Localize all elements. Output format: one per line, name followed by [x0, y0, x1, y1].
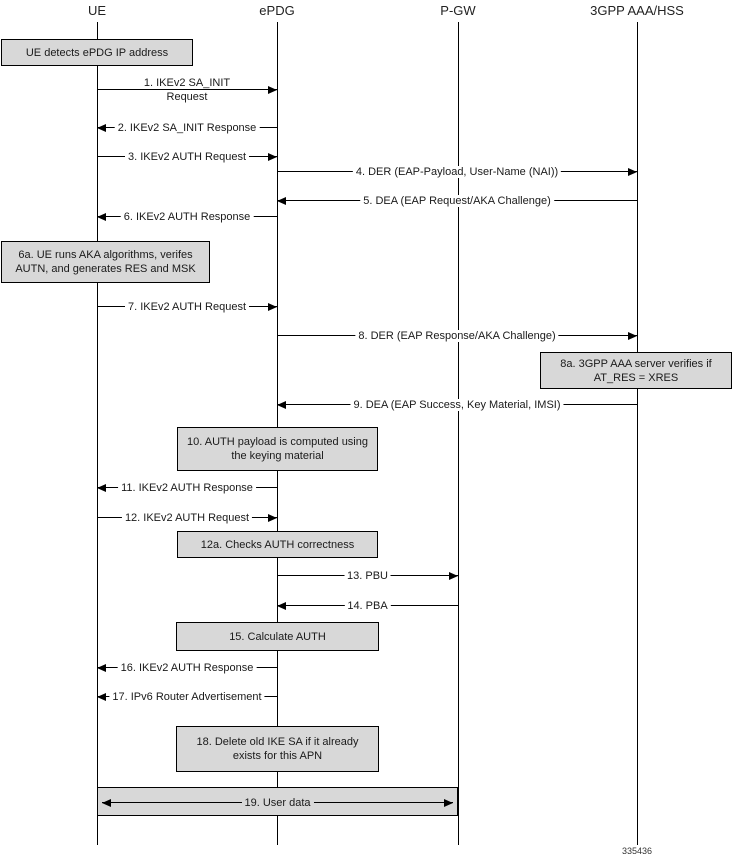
message-label: 16. IKEv2 AUTH Response [118, 662, 257, 674]
message-17-ipv6-router-advertisement [97, 691, 277, 703]
message-9-dea [277, 399, 637, 411]
message-4-der [277, 166, 637, 178]
note-text: 18. Delete old IKE SA if it already exists for this APN [196, 736, 359, 762]
message-12-ikev2-auth-request [97, 512, 277, 524]
message-label: 9. DEA (EAP Success, Key Material, IMSI) [350, 399, 563, 411]
message-14-pba [277, 600, 458, 612]
arrow-right-icon [628, 168, 637, 176]
arrow-right-icon [268, 514, 277, 522]
note-ue-detects-epdg [1, 39, 193, 66]
message-label: 11. IKEv2 AUTH Response [118, 482, 256, 494]
note-text: 12a. Checks AUTH correctness [200, 538, 355, 551]
arrow-left-icon [97, 213, 106, 221]
participant-label-epdg: ePDG [259, 3, 295, 18]
message-19-user-data-band [97, 787, 458, 816]
note-8a-aaa-verifies [540, 352, 732, 389]
arrow-left-icon [277, 401, 286, 409]
message-1-ikev2-sa-init-request [97, 77, 277, 103]
arrow-left-icon [97, 664, 106, 672]
message-label: 2. IKEv2 SA_INIT Response [115, 122, 260, 134]
participant-label-aaa-hss: 3GPP AAA/HSS [590, 3, 684, 18]
note-18-delete-old-ike-sa [176, 726, 379, 772]
message-label: 8. DER (EAP Response/AKA Challenge) [355, 330, 558, 342]
note-6a-ue-runs-aka [1, 241, 210, 283]
note-text: UE detects ePDG IP address [25, 46, 169, 59]
participant-label-ue: UE [87, 3, 107, 18]
message-label: 12. IKEv2 AUTH Request [122, 512, 252, 524]
arrow-right-icon [268, 303, 277, 311]
lifeline-aaa-hss [637, 22, 638, 845]
message-3-ikev2-auth-request [97, 151, 277, 163]
note-text: 8a. 3GPP AAA server verifies if AT_RES = XRES [560, 357, 712, 384]
message-label: 1. IKEv2 SA_INIT Request [143, 77, 231, 103]
message-label: 13. PBU [344, 570, 391, 582]
note-12a-checks-auth [177, 531, 378, 558]
message-label: 14. PBA [344, 600, 390, 612]
message-11-ikev2-auth-response [97, 482, 277, 494]
message-label: 7. IKEv2 AUTH Request [125, 301, 249, 313]
message-8-der [277, 330, 637, 342]
message-7-ikev2-auth-request [97, 301, 277, 313]
message-label: 3. IKEv2 AUTH Request [125, 151, 249, 163]
participant-label-pgw: P-GW [440, 3, 476, 18]
message-2-ikev2-sa-init-response [97, 122, 277, 134]
lifeline-ue [97, 22, 98, 845]
arrow-right-icon [444, 799, 453, 807]
band-line [102, 796, 453, 809]
arrow-left-icon [102, 799, 111, 807]
arrow-left-icon [277, 602, 286, 610]
arrow-left-icon [97, 693, 106, 701]
message-label: 5. DEA (EAP Request/AKA Challenge) [360, 195, 554, 207]
message-label: 19. User data [241, 797, 313, 809]
message-6-ikev2-auth-response [97, 211, 277, 223]
message-label: 17. IPv6 Router Advertisement [109, 691, 264, 703]
note-15-calculate-auth [176, 622, 379, 651]
lifeline-pgw [458, 22, 459, 845]
note-text: 10. AUTH payload is computed using the keying material [187, 436, 368, 462]
message-5-dea [277, 195, 637, 207]
note-text: 6a. UE runs AKA algorithms, verifes AUTN, and generates RES and MSK [15, 249, 196, 275]
message-label: 6. IKEv2 AUTH Response [121, 211, 254, 223]
message-13-pbu [277, 570, 458, 582]
arrow-right-icon [268, 86, 277, 94]
arrow-left-icon [97, 124, 106, 132]
arrow-right-icon [628, 332, 637, 340]
message-label: 4. DER (EAP-Payload, User-Name (NAI)) [353, 166, 561, 178]
note-text: 15. Calculate AUTH [229, 630, 326, 643]
message-16-ikev2-auth-response [97, 662, 277, 674]
arrow-left-icon [277, 197, 286, 205]
note-10-auth-payload [177, 427, 378, 471]
arrow-right-icon [268, 153, 277, 161]
arrow-right-icon [449, 572, 458, 580]
figure-number: 335436 [621, 846, 653, 856]
arrow-left-icon [97, 484, 106, 492]
